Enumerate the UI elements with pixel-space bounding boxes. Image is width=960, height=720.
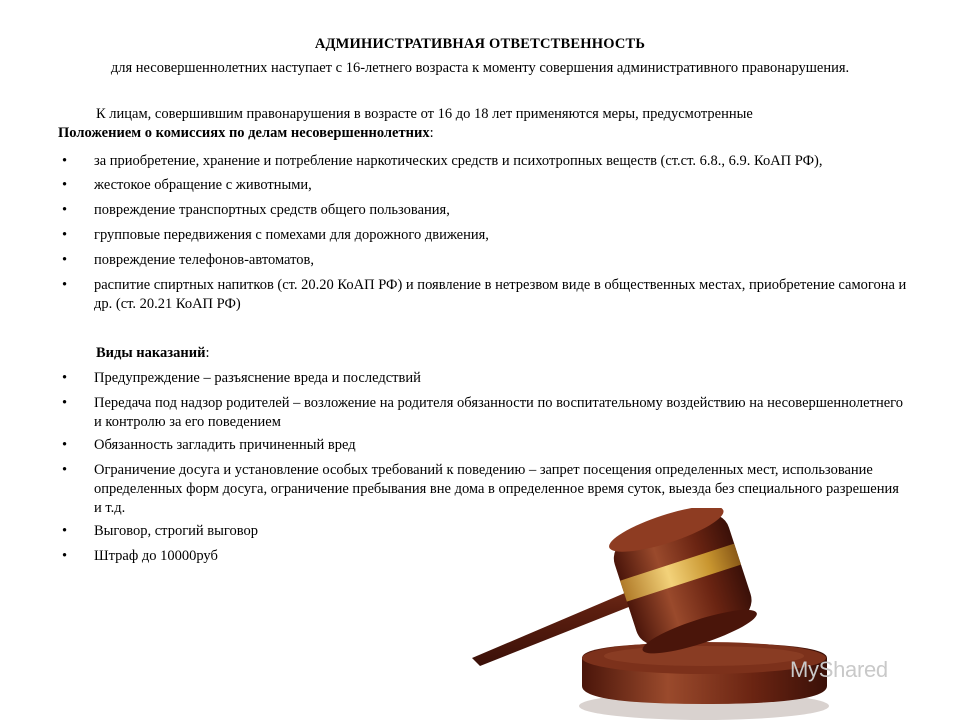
bullet-icon: • <box>62 153 68 169</box>
list-item-text: Предупреждение – разъяснение вреда и последствий <box>94 370 421 386</box>
list-item <box>58 226 908 245</box>
list-item-text: повреждение транспортных средств общего пользования, <box>94 202 450 218</box>
list-item <box>58 276 908 314</box>
list-item <box>58 394 908 432</box>
list-item-text: Выговор, строгий выговор <box>94 523 258 539</box>
list-item-text: распитие спиртных напитков (ст. 20.20 КоАП РФ) и появление в нетрезвом виде в общественных местах, приобретение самогона и др. (ст. 20.21 КоАП РФ) <box>94 277 907 312</box>
bullet-icon: • <box>62 227 68 243</box>
base-top-highlight <box>604 646 804 666</box>
list-item-text: повреждение телефонов-автоматов, <box>94 252 314 268</box>
bullet-icon: • <box>62 395 68 411</box>
intro-paragraph <box>58 105 898 143</box>
bullet-icon: • <box>62 462 68 478</box>
list-item <box>58 201 908 220</box>
list-item <box>58 436 908 455</box>
list-item <box>58 152 908 171</box>
bullet-icon: • <box>62 177 68 193</box>
bullet-icon: • <box>62 548 68 564</box>
punishments-heading-suffix: : <box>205 345 210 361</box>
list-item-text: Обязанность загладить причиненный вред <box>94 437 356 453</box>
intro-suffix: : <box>429 125 434 141</box>
intro-bold: Положением о комиссиях по делам несовершеннолетних <box>58 125 430 141</box>
gavel-illustration <box>472 508 842 720</box>
list-item-text: Передача под надзор родителей – возложение на родителя обязанности по воспитательному воздействию на несовершеннолетнего и контролю за его поведением <box>94 395 903 430</box>
punishments-heading <box>96 344 209 363</box>
punishments-heading-bold: Виды наказаний <box>96 345 206 361</box>
bullet-icon: • <box>62 277 68 293</box>
list-item-text: групповые передвижения с помехами для дорожного движения, <box>94 227 489 243</box>
page-title: АДМИНИСТРАТИВНАЯ ОТВЕТСТВЕННОСТЬ <box>314 36 646 52</box>
intro-line: К лицам, совершившим правонарушения в возрасте от 16 до 18 лет применяются меры, предусмотренные <box>96 106 753 122</box>
watermark: MyShared <box>790 657 888 682</box>
bullet-icon: • <box>62 252 68 268</box>
bullet-icon: • <box>62 202 68 218</box>
list-item <box>58 251 908 270</box>
subtitle: для несовершеннолетних наступает с 16-летнего возраста к моменту совершения административного правонарушения. <box>110 60 850 76</box>
bullet-icon: • <box>62 523 68 539</box>
list-item-text: Ограничение досуга и установление особых требований к поведению – запрет посещения определенных мест, использование определенных форм досуга, ограничение пребывания вне дома в определенное время суток, выезда без специального разрешения и т.д. <box>94 462 899 516</box>
intro-line-2 <box>58 124 898 143</box>
list-item-text: за приобретение, хранение и потребление наркотических средств и психотропных веществ (ст.ст. 6.8., 6.9. КоАП РФ), <box>94 153 823 169</box>
list-item-text: жестокое обращение с животными, <box>94 177 312 193</box>
list-item <box>58 369 908 388</box>
list-item <box>58 176 908 195</box>
offense-list <box>58 152 908 320</box>
bullet-icon: • <box>62 370 68 386</box>
bullet-icon: • <box>62 437 68 453</box>
list-item-text: Штраф до 10000руб <box>94 548 218 564</box>
